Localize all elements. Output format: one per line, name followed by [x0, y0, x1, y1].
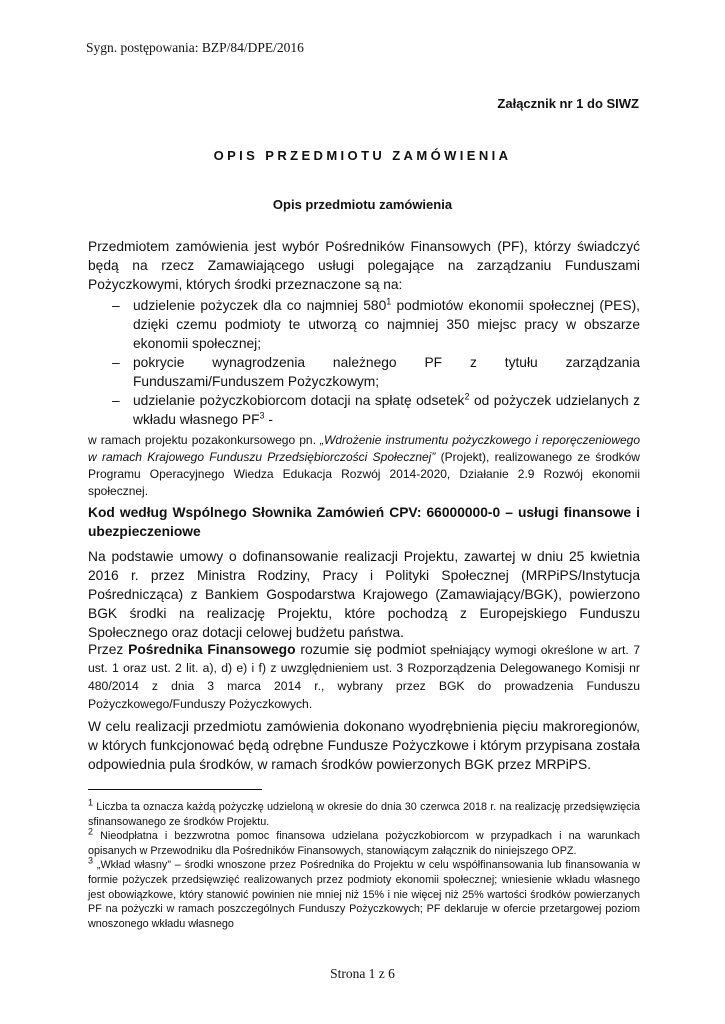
- list-item-text: od pożyczek udzielanych z wkładu własnego PF: [133, 393, 640, 427]
- footnote-text: Nieodpłatna i bezzwrotna pomoc finansowa udzielana pożyczkobiorcom w przypadkach i na warunkach opisanych w Przewodniku dla Pośredników Finansowych, stanowiącym załącznik do niniejszego OPZ.: [88, 830, 640, 857]
- footnote: [88, 797, 640, 829]
- footnote: [88, 855, 640, 931]
- attachment-label: Załącznik nr 1 do SIWZ: [497, 96, 639, 111]
- defined-term: Pośrednika Finansowego: [128, 642, 296, 657]
- list-item-text: udzielanie pożyczkobiorcom dotacji na spłatę odsetek: [133, 393, 465, 408]
- cpv-code-heading: Kod według Wspólnego Słownika Zamówień CPV: 66000000-0 – usługi finansowe i ubezpieczeniowe: [88, 505, 640, 539]
- footnote-text: Liczba ta oznacza każdą pożyczkę udzieloną w okresie do dnia 30 czerwca 2018 r. na realizację przedsięwzięcia sfinansowanego ze środków Projektu.: [88, 801, 640, 828]
- macroregions-paragraph: W celu realizacji przedmiotu zamówienia dokonano wyodrębnienia pięciu makroregionów, w których funkcjonować będą odrębne Fundusze Pożyczkowe i którym przypisana została odpowiednia pula środków, w ramach środków powierzonych BGK przez MRPiPS.: [88, 719, 640, 772]
- project-name: „Wdrożenie instrumentu pożyczkowego i reporęczeniowego w ramach Krajowego Funduszu Przedsiębiorczości Społecznej”: [88, 433, 641, 464]
- footnote-ref[interactable]: 3: [259, 410, 265, 421]
- funding-paragraph: Na podstawie umowy o dofinansowanie realizacji Projektu, zawartej w dniu 25 kwietnia 2016 r. przez Ministra Rodziny, Pracy i Polityki Społecznej (MRPiPS/Instytucja Pośrednicząca) z Bankiem Gospodarstwa Krajowego (Zamawiający/BGK), powierzono BGK środki na realizację Projektu, które pochodzą z Europejskiego Funduszu Społecznego oraz dotacji celowej budżetu państwa.: [88, 549, 640, 640]
- definition-text: rozumie się podmiot: [295, 642, 426, 657]
- list-item: [112, 353, 640, 391]
- project-context-paragraph: [88, 432, 640, 500]
- footnote-ref[interactable]: 1: [386, 296, 392, 307]
- intermediary-definition-paragraph: [88, 641, 640, 713]
- list-item-text: udzielenie pożyczek dla co najmniej 580: [133, 298, 387, 313]
- footnote-separator: [88, 789, 262, 790]
- document-title: OPIS PRZEDMIOTU ZAMÓWIENIA: [213, 148, 512, 163]
- footnote-text: „Wkład własny” – środki wnoszone przez Pośrednika do Projektu w celu współfinansowania lub finansowania w formie pożyczek przedsięwzięć realizowanych przez podmioty ekonomii społecznej; wniesienie wkładu własnego jest obowiązkowe, który stanowić powinien nie mniej niż 15% i nie więcej niż 25% wartości środków powierzanych PF na pożyczki w ramach poszczególnych Funduszy Pożyczkowych; PF deklaruje w ofercie przetargowej poziom wnoszonego wkładu własnego: [88, 859, 640, 930]
- definition-text: Przez: [88, 642, 129, 657]
- list-item-text: -: [264, 412, 273, 427]
- project-context-text: w ramach projektu pozakonkursowego pn.: [88, 433, 321, 447]
- list-item-text: pokrycie wynagrodzenia należnego PF z tytułu zarządzania Funduszami/Funduszem Pożyczkowym;: [133, 355, 640, 389]
- dash-bullet: –: [112, 393, 120, 408]
- footnote-number: 3: [88, 855, 94, 866]
- definition-text: spełniający wymogi określone w art. 7 ust. 1 oraz ust. 2 lit. a), d) e) i f) z uwzględnieniem ust. 3 Rozporządzenia Delegowanego Komisji nr 480/2014 z dnia 3 marca 2014 r., wybrany przez BGK do prowadzenia Funduszu Pożyczkowego/Funduszy Pożyczkowych.: [88, 643, 640, 711]
- footnotes: [88, 797, 640, 931]
- footnote: [88, 826, 640, 858]
- project-context-text: (Projekt), realizowanego ze środków Programu Operacyjnego Wiedza Edukacja Rozwój 2014-2020, Działanie 2.9 Rozwój ekonomii społecznej.: [88, 450, 640, 498]
- list-item: [112, 391, 640, 429]
- case-reference: Sygn. postępowania: BZP/84/DPE/2016: [86, 40, 304, 55]
- scope-list: [112, 296, 640, 429]
- dash-bullet: –: [112, 298, 120, 313]
- dash-bullet: –: [112, 355, 120, 370]
- list-item: [112, 296, 640, 353]
- document-subtitle: Opis przedmiotu zamówienia: [272, 197, 453, 212]
- footnote-number: 1: [88, 797, 94, 808]
- footnote-ref[interactable]: 2: [464, 391, 470, 402]
- page-number: Strona 1 z 6: [330, 966, 395, 981]
- list-item-text: podmiotów ekonomii społecznej (PES), dzięki czemu podmioty te utworzą co najmniej 350 miejsc pracy w obszarze ekonomii społecznej;: [133, 298, 640, 351]
- intro-paragraph: Przedmiotem zamówienia jest wybór Pośredników Finansowych (PF), którzy świadczyć będą na rzecz Zamawiającego usługi polegające na zarządzaniu Funduszami Pożyczkowymi, których środki przeznaczone są na:: [88, 239, 640, 292]
- footnote-number: 2: [88, 826, 94, 837]
